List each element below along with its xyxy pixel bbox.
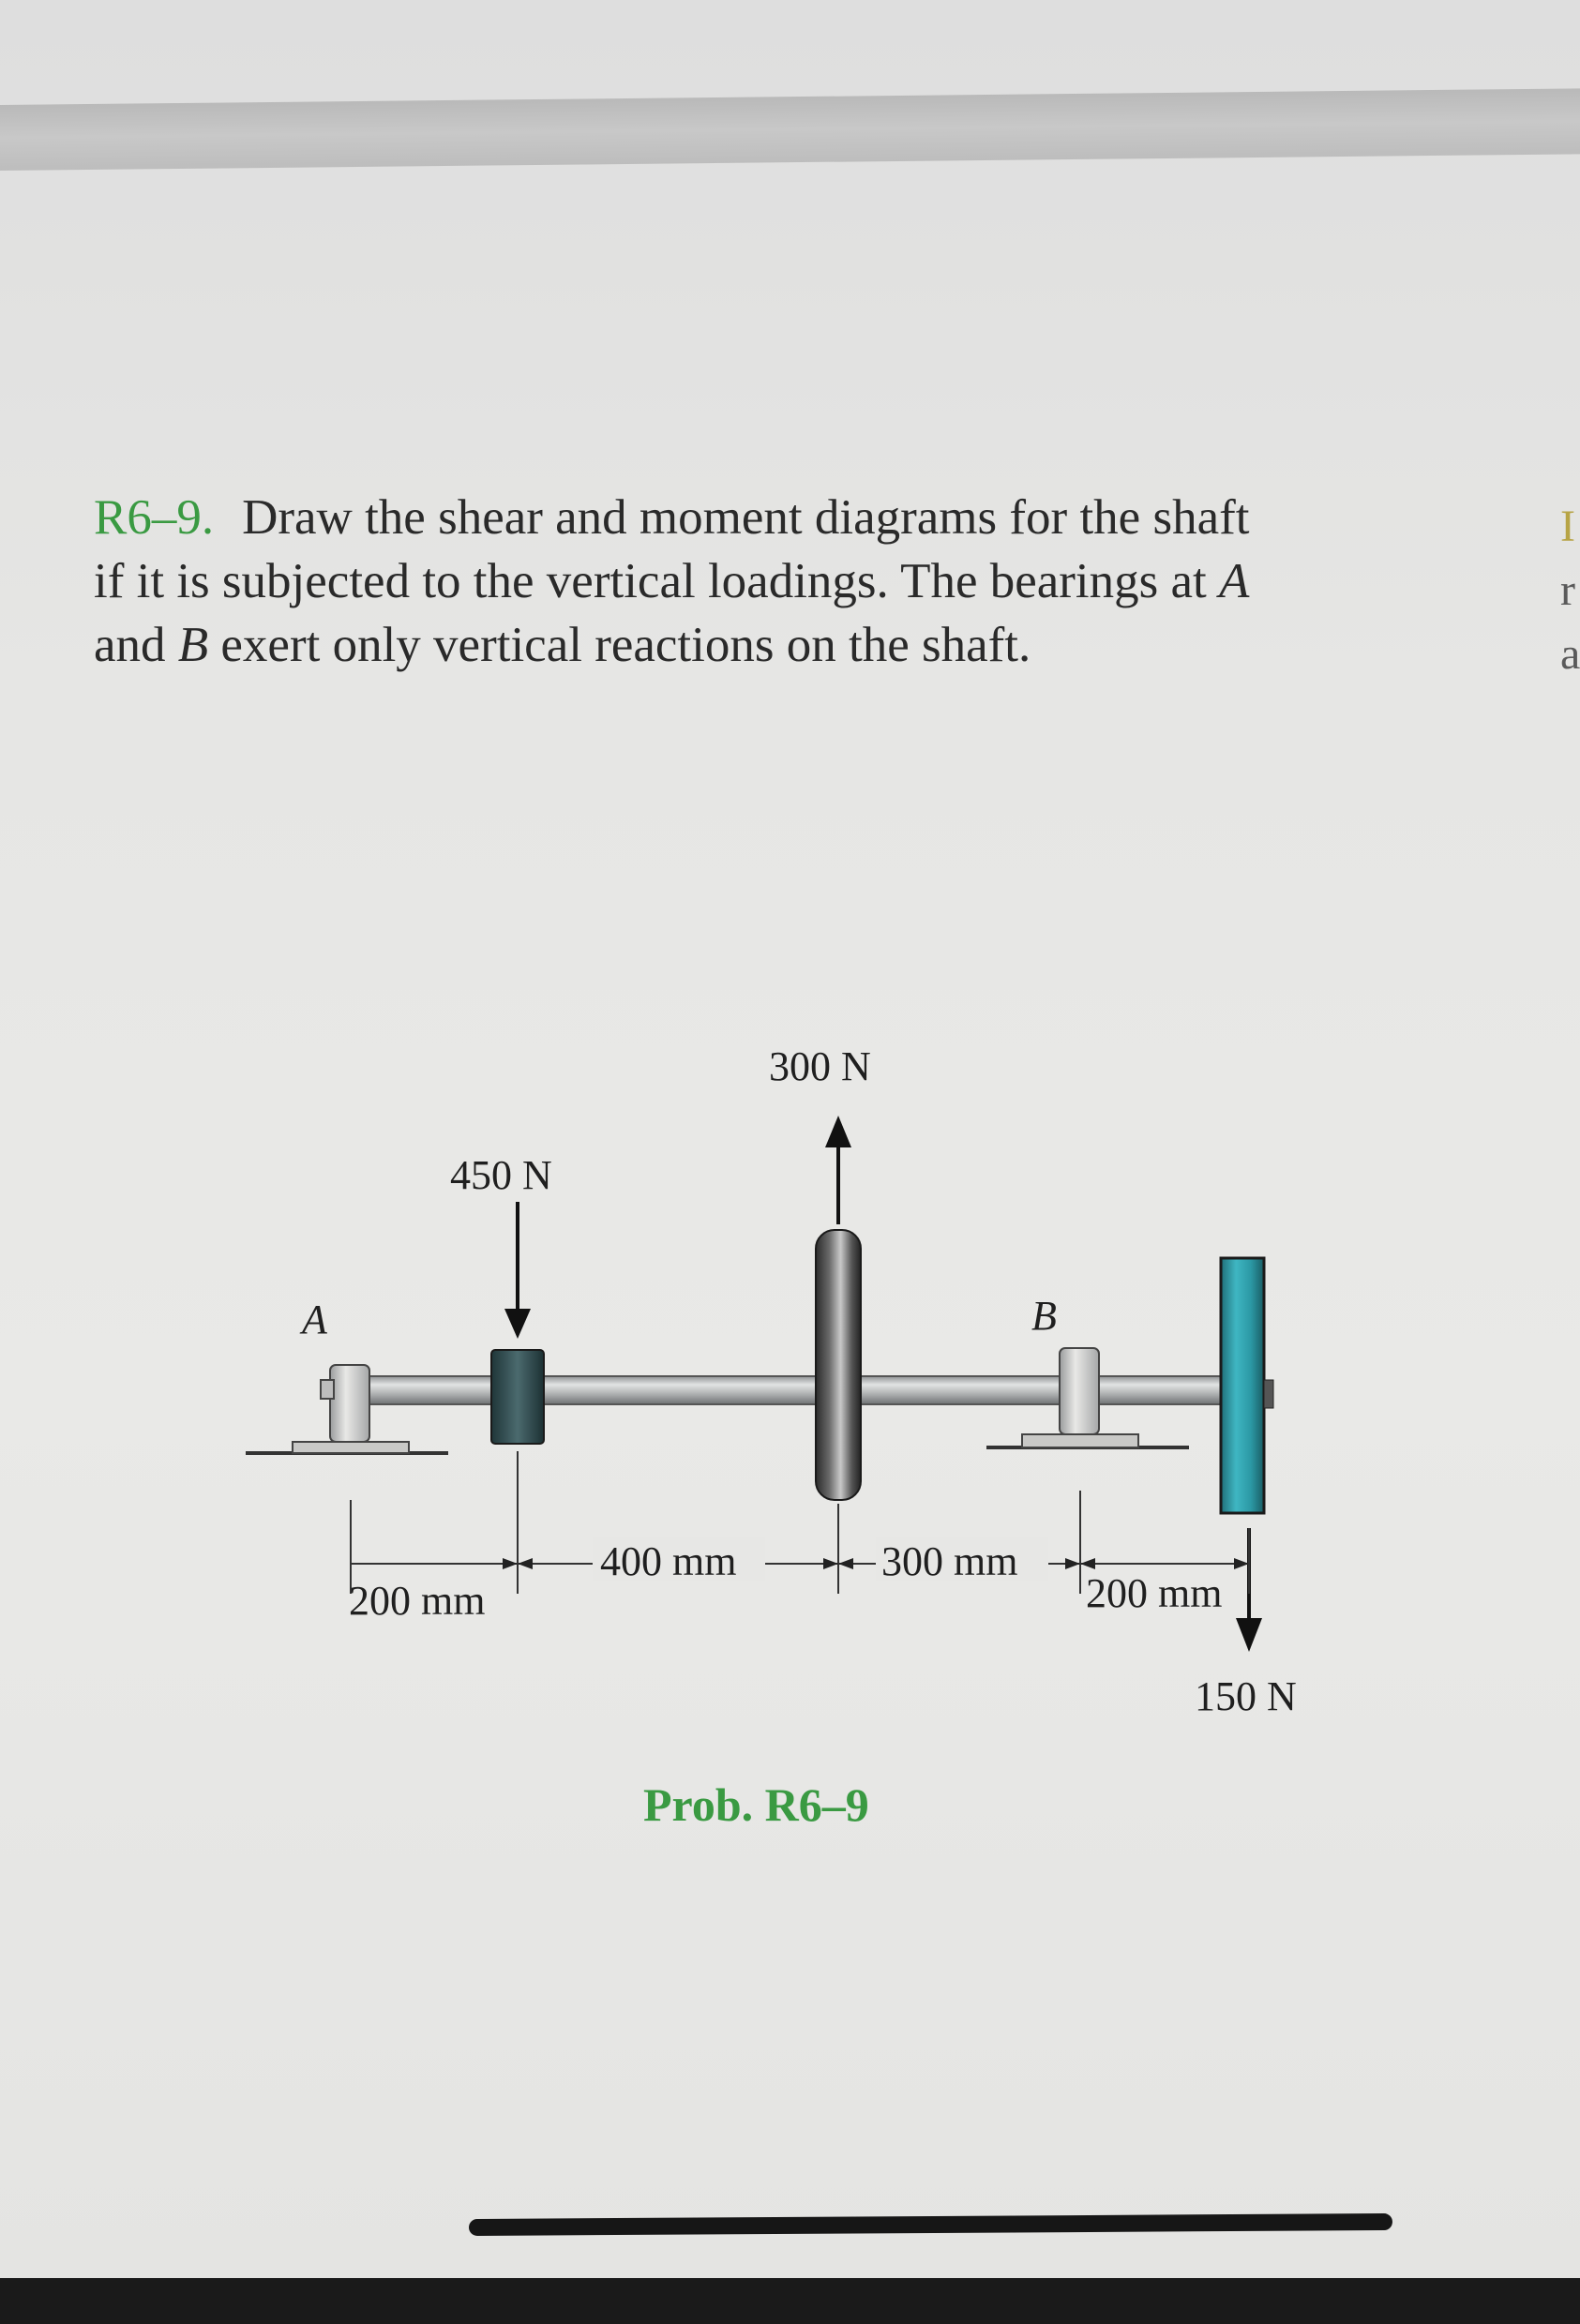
problem-text-line-1: Draw the shear and moment diagrams for the shaft: [242, 490, 1250, 545]
load-150-label: 150 N: [1195, 1673, 1297, 1719]
fragment-char-2: r: [1560, 565, 1575, 615]
figure-caption: Prob. R6–9: [643, 1778, 869, 1831]
fragment-char-3: a: [1560, 629, 1580, 679]
label-a: A: [302, 1297, 327, 1342]
dim-400-label: 400 mm: [600, 1538, 737, 1584]
problem-text-line-2: if it is subjected to the vertical loadings. The bearings at: [94, 554, 1220, 608]
screen-bottom-edge: [0, 2278, 1580, 2324]
problem-number: R6–9.: [94, 490, 215, 545]
dim-200-left-label: 200 mm: [349, 1578, 486, 1624]
dim-300-label: 300 mm: [881, 1538, 1018, 1584]
bearing-b-ref: B: [177, 618, 209, 672]
load-450-arrow: [504, 1202, 531, 1339]
pulley: [1221, 1258, 1273, 1513]
problem-text-line-3c: exert only vertical reactions on the shaft.: [208, 618, 1031, 672]
bearing-a-ref: A: [1219, 554, 1250, 608]
load-450-label: 450 N: [450, 1152, 552, 1198]
dim-200-right-label: 200 mm: [1086, 1570, 1223, 1616]
load-300-arrow: [825, 1116, 851, 1224]
label-b: B: [1031, 1293, 1057, 1339]
fragment-char-1: I: [1560, 502, 1575, 551]
flywheel: [816, 1230, 861, 1500]
problem-text-line-3a: and: [94, 618, 178, 672]
gear: [491, 1350, 544, 1444]
load-300-label: 300 N: [769, 1043, 871, 1089]
